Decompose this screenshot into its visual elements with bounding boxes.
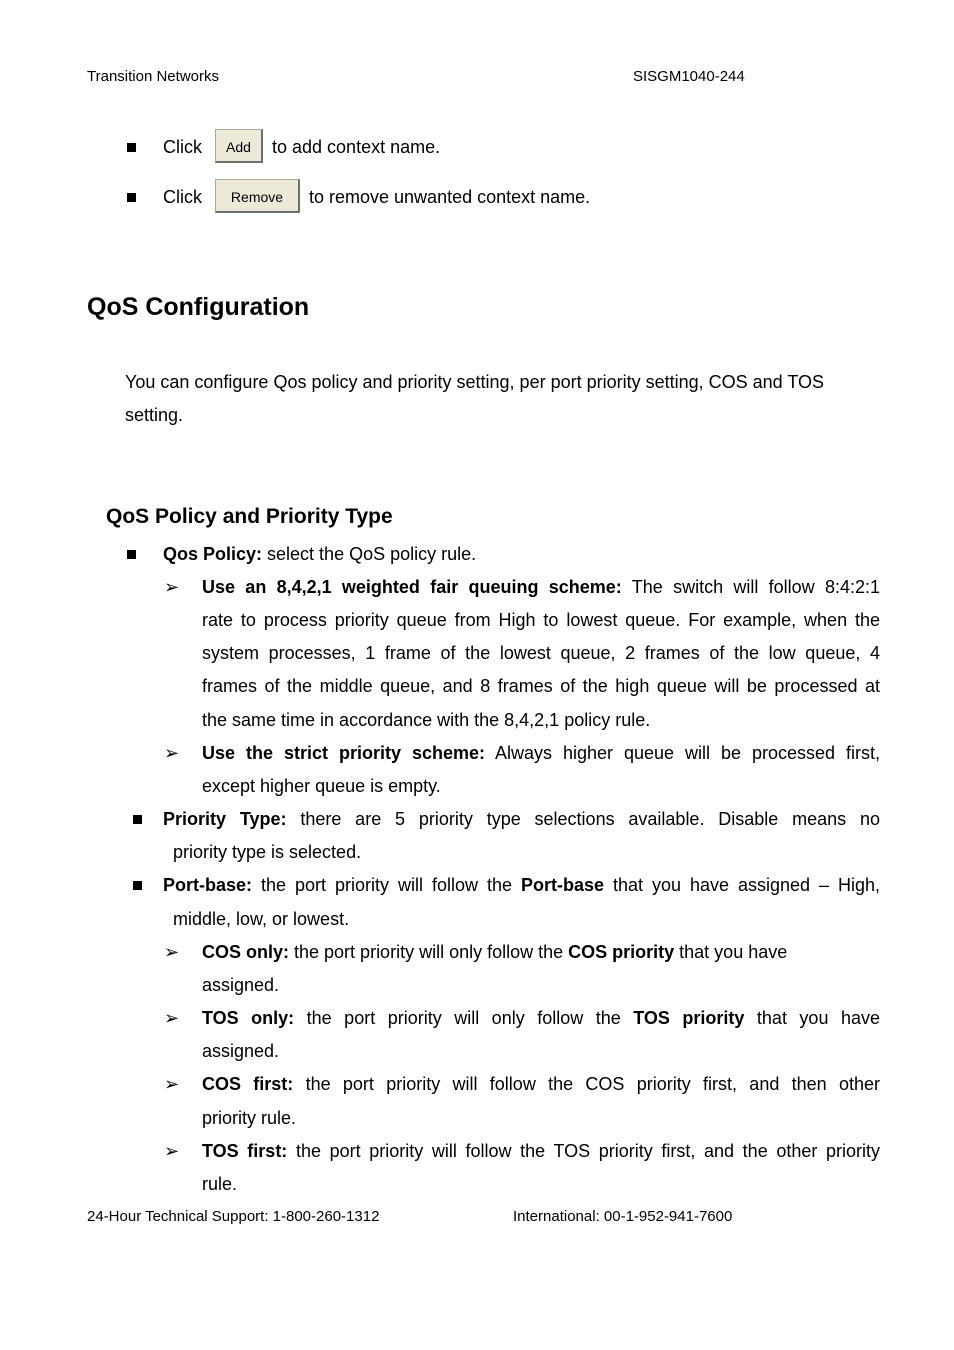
weighted-label: Use an 8,4,2,1 weighted fair queuing scheme: bbox=[202, 577, 622, 597]
add-button[interactable]: Add bbox=[215, 129, 263, 163]
port-base-bold: Port-base bbox=[520, 875, 604, 895]
port-base-line-1 bbox=[163, 869, 880, 902]
arrow-bullet-icon: ➢ bbox=[164, 942, 180, 962]
bullet-square-icon bbox=[127, 143, 136, 152]
priority-type-label: Priority Type: bbox=[163, 809, 287, 829]
remove-button[interactable]: Remove bbox=[215, 179, 300, 213]
footer-support: 24-Hour Technical Support: 1-800-260-1312 bbox=[87, 1208, 380, 1225]
cos-first-line-2: priority rule. bbox=[202, 1108, 297, 1128]
add-click-text: Click bbox=[163, 137, 202, 157]
cos-only-label: COS only: bbox=[202, 942, 290, 962]
priority-type-line-1 bbox=[163, 803, 880, 836]
remove-description: to remove unwanted context name. bbox=[309, 187, 591, 207]
priority-type-text-1: there are 5 priority type selections available. Disable means no bbox=[286, 809, 880, 829]
cos-only-text-a: the port priority will only follow the bbox=[289, 942, 569, 962]
arrow-bullet-icon: ➢ bbox=[164, 577, 180, 597]
cos-only-bold: COS priority bbox=[568, 942, 675, 962]
arrow-bullet-icon: ➢ bbox=[164, 1074, 180, 1094]
port-base-label: Port-base: bbox=[163, 875, 253, 895]
port-base-text-c: that you have assigned – High, bbox=[603, 875, 881, 895]
intro-line-1: You can configure Qos policy and priority setting, per port priority setting, COS and TOS bbox=[125, 372, 825, 392]
tos-only-line-1 bbox=[202, 1002, 880, 1035]
port-base-text-a: the port priority will follow the bbox=[252, 875, 521, 895]
weighted-line-5: the same time in accordance with the 8,4,2,1 policy rule. bbox=[202, 710, 651, 730]
cos-only-text-c: that you have bbox=[674, 942, 788, 962]
strict-text-1: Always higher queue will be processed first, bbox=[484, 743, 880, 763]
cos-first-line-1 bbox=[202, 1068, 880, 1101]
tos-only-text-c: that you have bbox=[744, 1008, 880, 1028]
strict-label: Use the strict priority scheme: bbox=[202, 743, 485, 763]
cos-only-line-2: assigned. bbox=[202, 975, 280, 995]
intro-line-2: setting. bbox=[125, 405, 184, 425]
weighted-line-2: rate to process priority queue from High to lowest queue. For example, when the bbox=[202, 610, 880, 630]
tos-only-text-a: the port priority will only follow the bbox=[294, 1008, 634, 1028]
tos-only-line-2: assigned. bbox=[202, 1041, 280, 1061]
tos-first-text: the port priority will follow the TOS priority first, and the other priority bbox=[287, 1141, 880, 1161]
section-title: QoS Configuration bbox=[87, 293, 310, 321]
tos-first-label: TOS first: bbox=[202, 1141, 288, 1161]
cos-only-line-1 bbox=[202, 936, 787, 969]
add-description: to add context name. bbox=[272, 137, 441, 157]
arrow-bullet-icon: ➢ bbox=[164, 1141, 180, 1161]
header-company: Transition Networks bbox=[87, 68, 219, 85]
strict-line-2: except higher queue is empty. bbox=[202, 776, 441, 796]
tos-only-label: TOS only: bbox=[202, 1008, 295, 1028]
arrow-bullet-icon: ➢ bbox=[164, 743, 180, 763]
qos-policy-text: select the QoS policy rule. bbox=[262, 544, 477, 564]
bullet-square-icon bbox=[127, 193, 136, 202]
subsection-title: QoS Policy and Priority Type bbox=[106, 505, 393, 528]
qos-policy-label: Qos Policy: bbox=[163, 544, 263, 564]
weighted-line-4: frames of the middle queue, and 8 frames of the high queue will be processed at bbox=[202, 676, 880, 696]
tos-only-bold: TOS priority bbox=[633, 1008, 745, 1028]
weighted-text-1: The switch will follow 8:4:2:1 bbox=[621, 577, 880, 597]
tos-first-line-1 bbox=[202, 1135, 880, 1168]
tos-first-line-2: rule. bbox=[202, 1174, 238, 1194]
weighted-line-3: system processes, 1 frame of the lowest queue, 2 frames of the low queue, 4 bbox=[202, 643, 880, 663]
cos-first-label: COS first: bbox=[202, 1074, 294, 1094]
footer-international: International: 00-1-952-941-7600 bbox=[513, 1208, 733, 1225]
header-model: SISGM1040-244 bbox=[633, 68, 745, 85]
cos-first-text: the port priority will follow the COS priority first, and then other bbox=[293, 1074, 880, 1094]
weighted-line-1 bbox=[202, 571, 880, 604]
priority-type-line-2: priority type is selected. bbox=[173, 842, 362, 862]
qos-policy-item bbox=[163, 538, 476, 571]
remove-click-text: Click bbox=[163, 187, 202, 207]
bullet-square-icon bbox=[133, 881, 142, 890]
bullet-square-icon bbox=[127, 550, 136, 559]
bullet-square-icon bbox=[133, 815, 142, 824]
strict-line-1 bbox=[202, 737, 880, 770]
arrow-bullet-icon: ➢ bbox=[164, 1008, 180, 1028]
port-base-line-2: middle, low, or lowest. bbox=[173, 909, 350, 929]
